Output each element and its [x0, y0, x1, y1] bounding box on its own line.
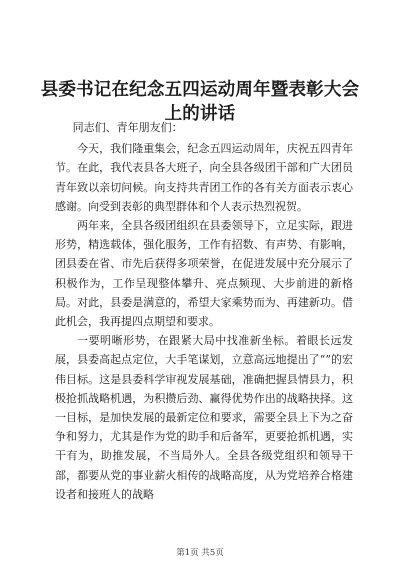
page-footer: 第1页 共5页 [176, 548, 224, 558]
document-title: 县委书记在纪念五四运动周年暨表彰大会上的讲话 [40, 80, 360, 124]
greeting: 同志们、青年朋友们： [72, 121, 183, 134]
paragraph-2: 两年来，全县各级团组织在县委领导下，立足实际，跟进形势，精选载体，强化服务，工作有招数、有声势、有影响，团县委在省、市先后获得多项荣誉，在促进发展中充分展示了积极作为，工作呈现整体攀升、亮点频现、大步前进的新格局。对此，县委是满意的，希望大家乘势而为、再建新功。借此机会，我再提四点期望和要求。 [55, 219, 353, 329]
paragraph-3: 一要明晰形势，在跟紧大局中找准新坐标。着眼长远发展，县委高起点定位，大手笔谋划，立意高远地提出了“”的宏伟目标。这是县委科学审视发展基础，准确把握县情县力，积极抢抓战略机遇，为积攒后劲、赢得优势作出的战略抉择。这一目标，是加快发展的最新定位和要求，需要全县上下为之奋争和努力，尤其是作为党的助手和后备军，更要抢抓机遇，实干有为，助推发展，不当局外人。全县各级党组织和领导干部，都要从党的事业薪火相传的战略高度，从为党培养合格建设者和接班人的战略 [55, 334, 353, 501]
document-body [55, 118, 353, 504]
paragraph-1: 今天，我们隆重集会，纪念五四运动周年，庆祝五四青年节。在此，我代表县各大班子，向全县各级团干部和广大团员青年致以亲切问候。向支持共青团工作的各有关方面表示衷心感谢。向受到表彰的典型群体和个人表示热烈祝贺。 [55, 142, 353, 213]
